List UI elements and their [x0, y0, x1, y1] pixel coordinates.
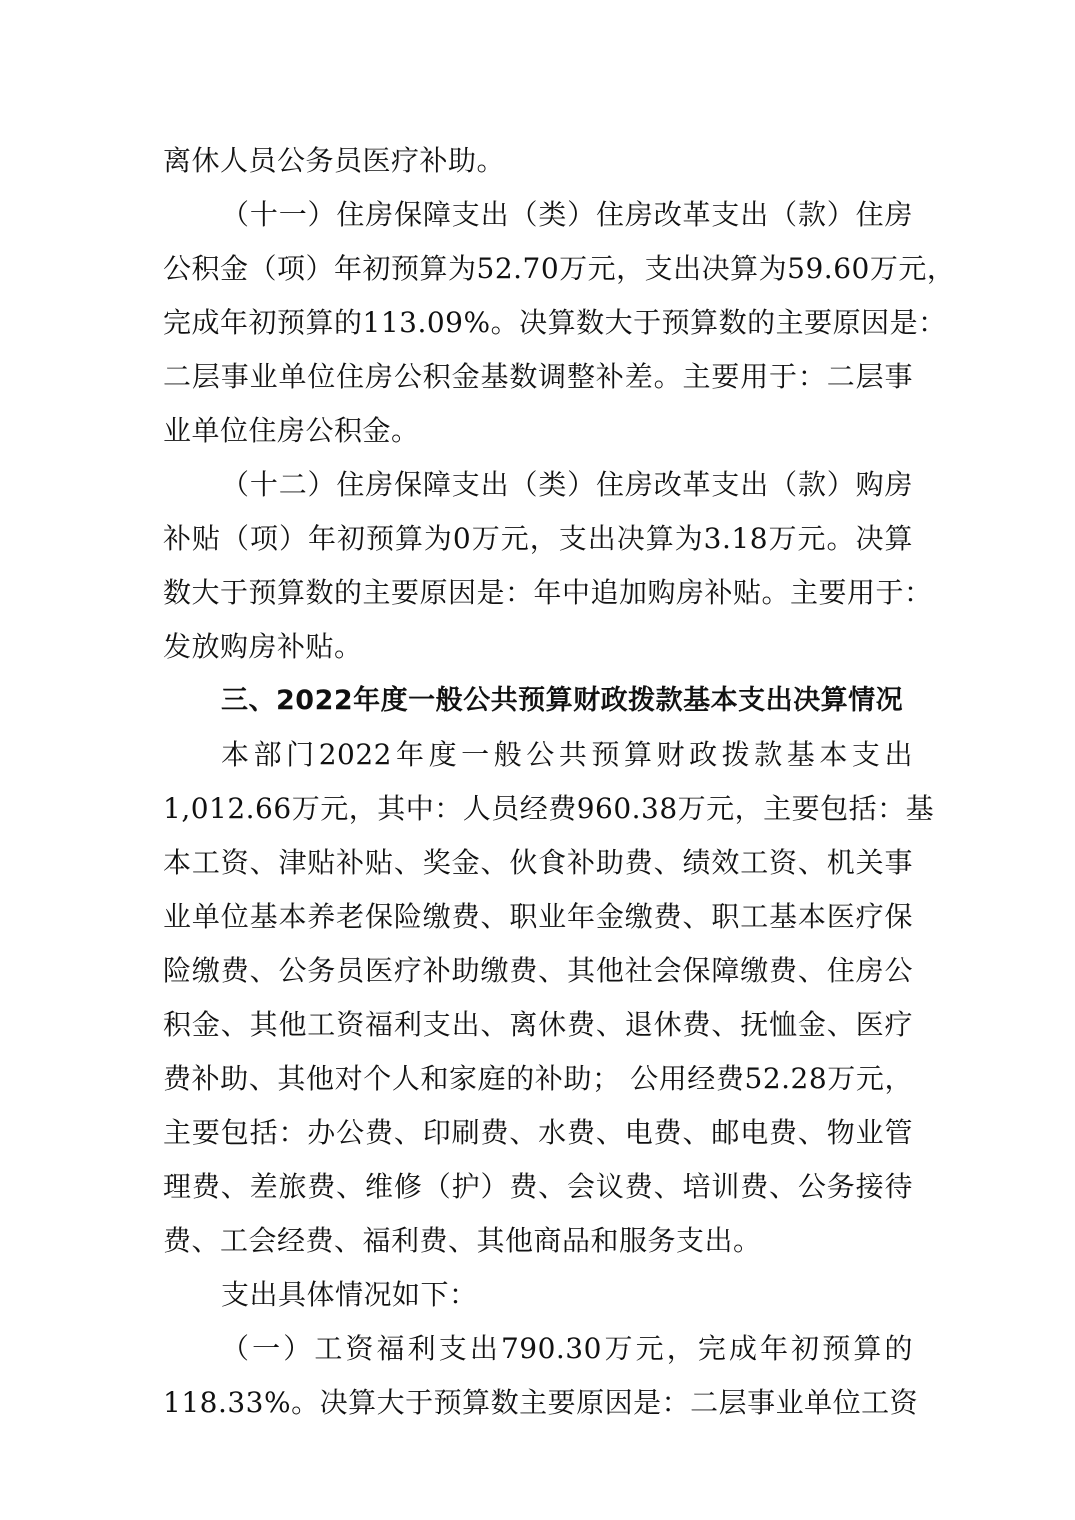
section-heading-text: 三、2022年度一般公共预算财政拨款基本支出决算情况 [221, 685, 904, 716]
text-line: 二层事业单位住房公积金基数调整补差。主要用于：二层事 [163, 360, 913, 393]
paragraph-basic-expenditure [163, 728, 935, 1268]
text-line: 积金、其他工资福利支出、离休费、退休费、抚恤金、医疗 [163, 1008, 913, 1041]
section-heading [163, 674, 913, 728]
text-line: 完成年初预算的113.09%。决算数大于预算数的主要原因是： [163, 306, 947, 339]
text-line: 离休人员公务员医疗补助。 [163, 144, 506, 177]
text-line: 公积金（项）年初预算为52.70万元，支出决算为59.60万元， [163, 252, 956, 285]
text-line: （十一）住房保障支出（类）住房改革支出（款）住房 [221, 198, 913, 231]
text-line: 1,012.66万元，其中：人员经费960.38万元，主要包括：基 [163, 792, 935, 825]
document-body [163, 134, 956, 1430]
text-line: 业单位基本养老保险缴费、职业年金缴费、职工基本医疗保 [163, 900, 913, 933]
text-line: 118.33%。决算大于预算数主要原因是：二层事业单位工资 [163, 1386, 919, 1419]
text-line: 本部门2022年度一般公共预算财政拨款基本支出 [221, 738, 913, 771]
paragraph-details-intro [163, 1268, 913, 1322]
text-line: 本工资、津贴补贴、奖金、伙食补助费、绩效工资、机关事 [163, 846, 913, 879]
text-line: 发放购房补贴。 [163, 630, 363, 663]
text-line: 主要包括：办公费、印刷费、水费、电费、邮电费、物业管 [163, 1116, 913, 1149]
paragraph-wage-welfare [163, 1322, 919, 1430]
text-line: 数大于预算数的主要原因是：年中追加购房补贴。主要用于： [163, 576, 933, 609]
text-line: 费补助、其他对个人和家庭的补助； 公用经费52.28万元， [163, 1062, 913, 1095]
text-line: 险缴费、公务员医疗补助缴费、其他社会保障缴费、住房公 [163, 954, 913, 987]
paragraph-housing-provident-fund [163, 188, 956, 458]
text-line: 业单位住房公积金。 [163, 414, 420, 447]
text-line: （一）工资福利支出790.30万元，完成年初预算的 [221, 1332, 913, 1365]
paragraph-housing-purchase-subsidy [163, 458, 933, 674]
paragraph-retiree-medical-subsidy [163, 134, 913, 188]
text-line: 支出具体情况如下： [221, 1278, 478, 1311]
text-line: （十二）住房保障支出（类）住房改革支出（款）购房 [221, 468, 913, 501]
text-line: 理费、差旅费、维修（护）费、会议费、培训费、公务接待 [163, 1170, 913, 1203]
text-line: 补贴（项）年初预算为0万元，支出决算为3.18万元。决算 [163, 522, 913, 555]
text-line: 费、工会经费、福利费、其他商品和服务支出。 [163, 1224, 762, 1257]
